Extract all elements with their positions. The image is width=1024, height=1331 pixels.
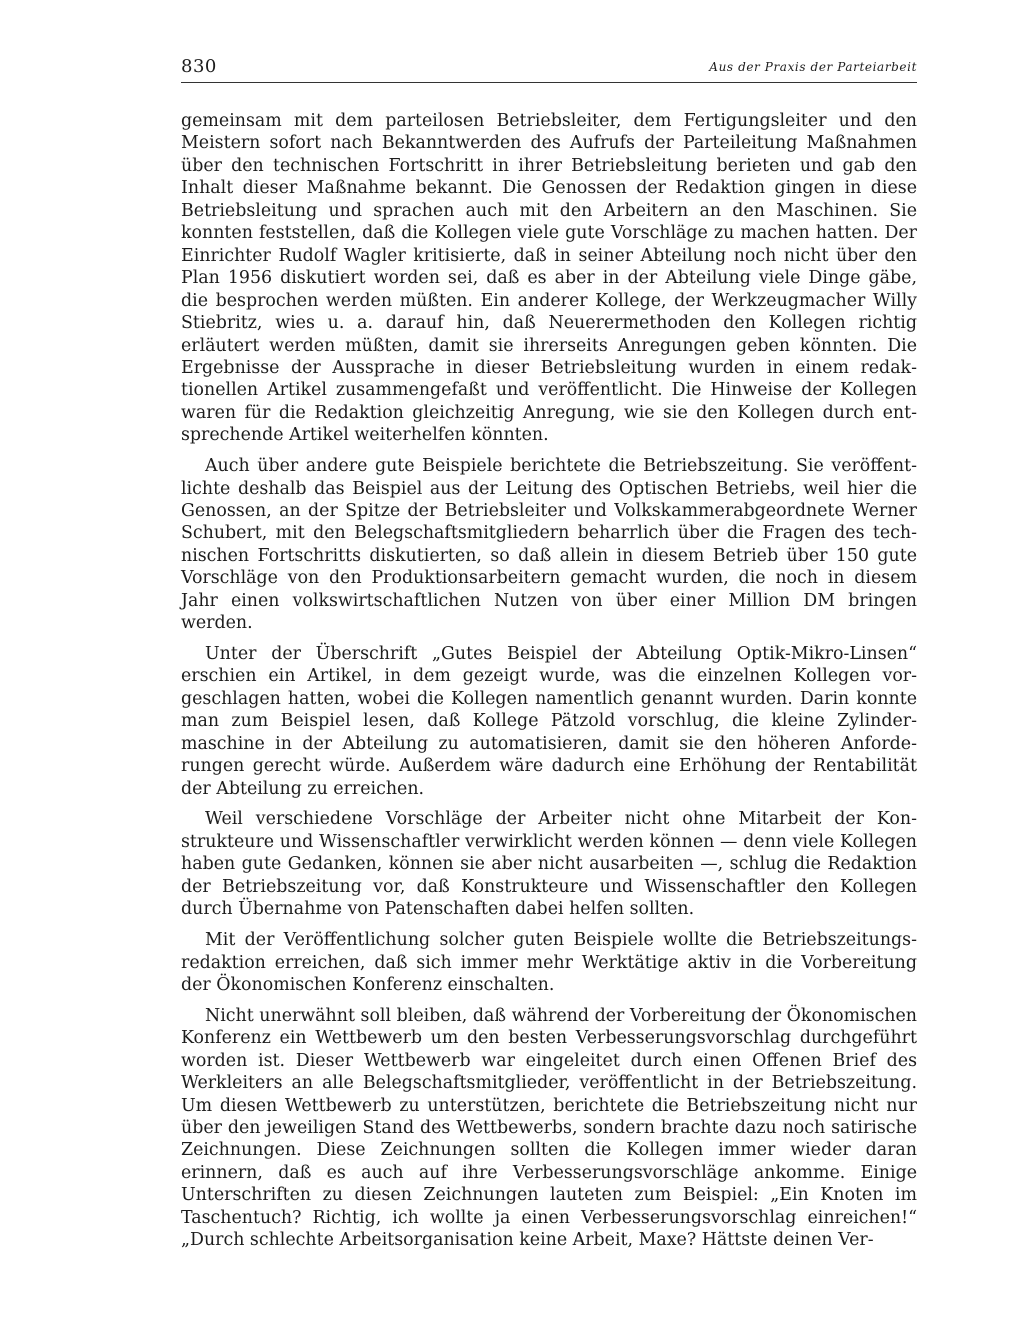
paragraph: Weil verschiedene Vorschläge der Arbeiter nicht ohne Mitarbeit der Konstrukteure und Wissenschaftler verwirklicht werden können — denn viele Kollegen haben gute Gedanken, können sie aber nicht ausarbeiten —, schlug die Redaktion der Betriebszeitung vor, daß Konstrukteure und Wissenschaftler den Kollegen durch Übernahme von Patenschaften dabei helfen sollten.	[181, 809, 917, 920]
paragraph: Nicht unerwähnt soll bleiben, daß während der Vorbereitung der Ökonomischen Konferenz ein Wettbewerb um den besten Verbesserungsvorschlag durchgeführt worden ist. Dieser Wettbewerb war eingeleitet durch einen Offenen Brief des Werkleiters an alle Belegschaftsmitglieder, veröffentlicht in der Betriebszeitung. Um diesen Wettbewerb zu unterstützen, berichtete die Betriebszeitung nicht nur über den jeweiligen Stand des Wettbewerbs, sondern brachte dazu noch satirische Zeichnungen. Diese Zeichnungen sollten die Kollegen immer wieder daran erinnern, daß es auch auf ihre Verbesserungsvorschläge ankomme. Einige Unterschriften zu diesen Zeichnungen lauteten zum Beispiel: „Ein Knoten im Taschentuch? Richtig, ich wollte ja einen Verbesserungsvorschlag einreichen!“ „Durch schlechte Arbeitsorganisation keine Arbeit, Maxe? Hättste deinen Ver-	[181, 1005, 917, 1251]
body-text	[181, 110, 917, 1260]
page-header	[181, 56, 917, 84]
page-number: 830	[181, 56, 217, 77]
paragraph: gemeinsam mit dem parteilosen Betriebsleiter, dem Fertigungsleiter und den Meistern sofort nach Bekanntwerden des Aufrufs der Parteileitung Maßnahmen über den technischen Fortschritt in ihrer Betriebsleitung berieten und gab den Inhalt dieser Maßnahme bekannt. Die Genossen der Redaktion gingen in diese Betriebsleitung und sprachen auch mit den Arbeitern an den Maschinen. Sie konnten feststellen, daß die Kollegen viele gute Vorschläge zu machen hatten. Der Einrichter Rudolf Wagler kritisierte, daß in seiner Abteilung noch nicht über den Plan 1956 diskutiert worden sei, daß es aber in der Abteilung viele Dinge gäbe, die besprochen werden müßten. Ein anderer Kollege, der Werkzeugmacher Willy Stiebritz, wies u. a. darauf hin, daß Neuerermethoden den Kollegen richtig erläutert werden müßten, damit sie ihrerseits Anregungen geben könnten. Die Ergebnisse der Aussprache in dieser Betriebsleitung wurden in einem redaktionellen Artikel zusammengefaßt und veröffentlicht. Die Hinweise der Kollegen waren für die Redaktion gleichzeitig Anregung, wie sie den Kollegen durch entsprechende Artikel weiterhelfen könnten.	[181, 111, 917, 446]
paragraph: Auch über andere gute Beispiele berichtete die Betriebszeitung. Sie veröffentlichte deshalb das Beispiel aus der Leitung des Optischen Betriebs, weil hier die Genossen, an der Spitze der Betriebsleiter und Volkskammerabgeordnete Werner Schubert, mit den Belegschaftsmitgliedern beharrlich über die Fragen des technischen Fortschritts diskutierten, so daß allein in diesem Betrieb über 150 gute Vorschläge von den Produktionsarbeitern gemacht wurden, die noch in diesem Jahr einen volkswirtschaftlichen Nutzen von über einer Million DM bringen werden.	[181, 456, 917, 634]
running-head: Aus der Praxis der Parteiarbeit	[709, 60, 917, 74]
paragraph: Unter der Überschrift „Gutes Beispiel der Abteilung Optik-Mikro-Linsen“ erschien ein Artikel, in dem gezeigt wurde, was die einzelnen Kollegen vorgeschlagen hatten, wobei die Kollegen namentlich genannt wurden. Darin konnte man zum Beispiel lesen, daß Kollege Pätzold vorschlug, die kleine Zylindermaschine in der Abteilung zu automatisieren, damit sie den höheren Anforderungen gerecht würde. Außerdem wäre dadurch eine Erhöhung der Rentabilität der Abteilung zu erreichen.	[181, 644, 917, 799]
paragraph: Mit der Veröffentlichung solcher guten Beispiele wollte die Betriebszeitungsredaktion erreichen, daß sich immer mehr Werktätige aktiv in die Vorbereitung der Ökonomischen Konferenz einschalten.	[181, 930, 917, 995]
header-rule	[181, 82, 917, 83]
